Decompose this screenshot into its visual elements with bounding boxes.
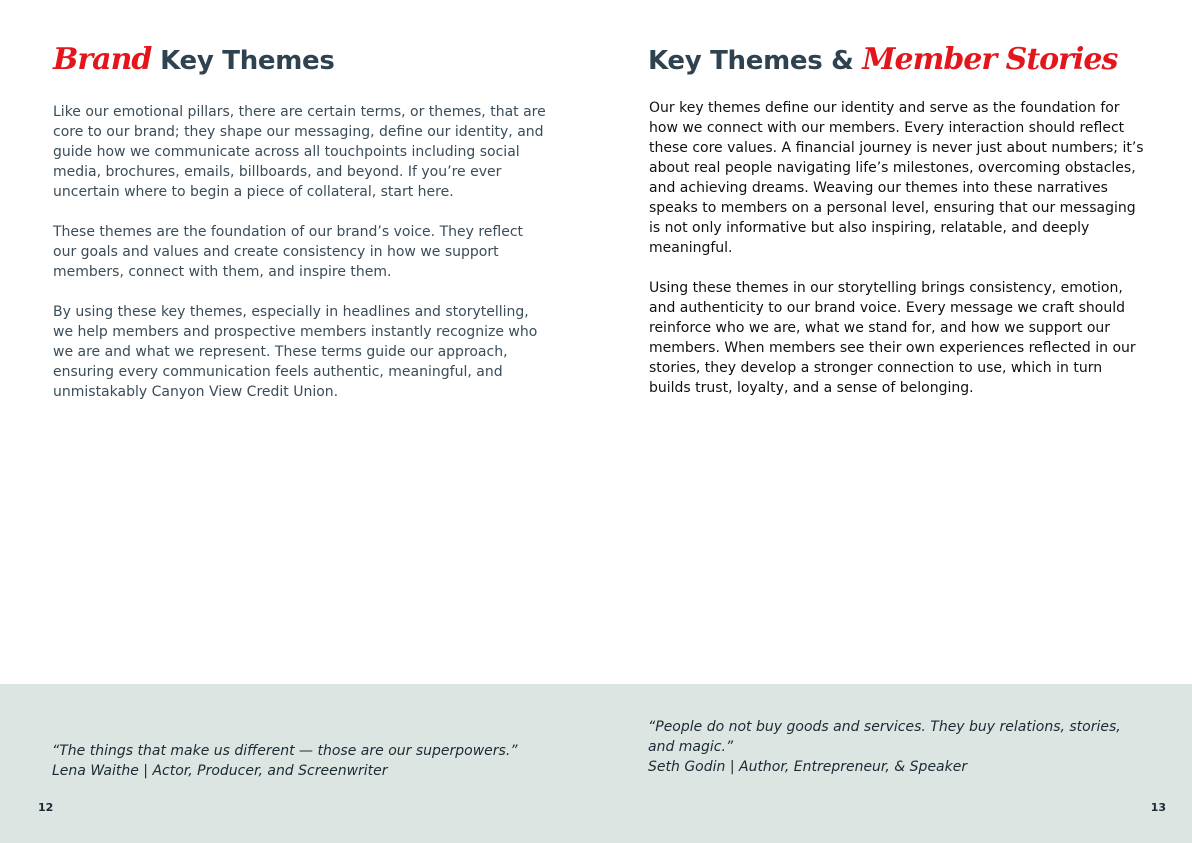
page-number-right: 13 bbox=[1150, 801, 1166, 814]
right-page-body bbox=[649, 98, 1145, 418]
quote-footer-band bbox=[0, 684, 1192, 843]
body-paragraph: These themes are the foundation of our brand’s voice. They reflect our goals and values and create consistency in how we support members, connect with them, and inspire them. bbox=[53, 224, 524, 280]
right-page-heading bbox=[648, 42, 1117, 77]
left-quote bbox=[52, 741, 572, 781]
quote-text: “The things that make us different — those are our superpowers.” bbox=[52, 743, 518, 759]
right-quote bbox=[648, 717, 1148, 777]
heading-script-word: Brand bbox=[53, 42, 152, 77]
heading-text: Key Themes & bbox=[648, 46, 863, 76]
quote-attribution: Seth Godin | Author, Entrepreneur, & Speaker bbox=[648, 759, 968, 775]
left-page-body bbox=[53, 102, 548, 422]
quote-text: “People do not buy goods and services. They buy relations, stories, and magic.” bbox=[648, 719, 1121, 755]
body-paragraph: Using these themes in our storytelling brings consistency, emotion, and authenticity to our brand voice. Every message we craft should reinforce who we are, what we stand for, and how we support our members. When members see their own experiences reflected in our stories, they develop a stronger connection to use, which in turn builds trust, loyalty, and a sense of belonging. bbox=[649, 280, 1136, 396]
body-paragraph: Our key themes define our identity and serve as the foundation for how we connect with our members. Every interaction should reflect these core values. A financial journey is never just about numbers; it’s about real people navigating life’s milestones, overcoming obstacles, and achieving dreams. Weaving our themes into these narratives speaks to members on a personal level, ensuring that our messaging is not only informative but also inspiring, relatable, and deeply meaningful. bbox=[649, 100, 1144, 256]
heading-script-words: Member Stories bbox=[862, 42, 1118, 77]
quote-attribution: Lena Waithe | Actor, Producer, and Screenwriter bbox=[52, 763, 388, 779]
page-number-left: 12 bbox=[38, 801, 54, 814]
left-page-heading bbox=[53, 42, 335, 77]
body-paragraph: By using these key themes, especially in headlines and storytelling, we help members and prospective members instantly recognize who we are and what we represent. These terms guide our approach, ensuring every communication feels authentic, meaningful, and unmistakably Canyon View Credit Union. bbox=[53, 304, 538, 400]
body-paragraph: Like our emotional pillars, there are certain terms, or themes, that are core to our brand; they shape our messaging, define our identity, and guide how we communicate across all touchpoints including social media, brochures, emails, billboards, and beyond. If you’re ever uncertain where to begin a piece of collateral, start here. bbox=[53, 104, 546, 200]
heading-text: Key Themes bbox=[151, 46, 335, 76]
